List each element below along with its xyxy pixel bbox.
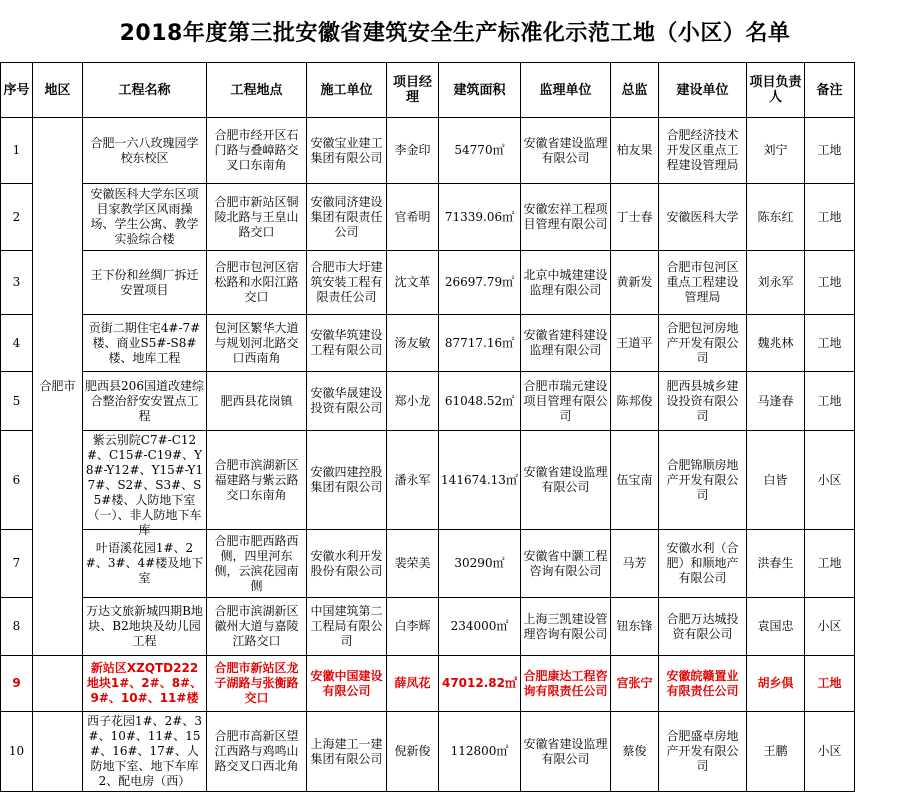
cell-supervisor-unit: 安徽省建设监理有限公司 (521, 431, 611, 530)
cell-project-name: 合肥一六八玫瑰园学校东校区 (83, 118, 207, 184)
cell-manager: 李金印 (387, 118, 439, 184)
cell-seq: 4 (1, 315, 33, 372)
cell-seq: 7 (1, 530, 33, 598)
cell-supervisor-unit: 上海三凯建设管理咨询有限公司 (521, 598, 611, 656)
cell-location: 合肥市高新区望江西路与鸡鸣山路交叉口西北角 (207, 712, 307, 792)
cell-location: 合肥市滨湖新区徽州大道与嘉陵江路交口 (207, 598, 307, 656)
cell-seq: 5 (1, 372, 33, 431)
table-row (1, 431, 855, 530)
table-row (1, 712, 855, 792)
header-chief-supervisor: 总监 (611, 63, 659, 118)
table-row (1, 118, 855, 184)
cell-project-name: 王下份和丝绸厂拆迁安置项目 (83, 251, 207, 315)
cell-project-name: 肥西县206国道改建综合整治舒安安置点工程 (83, 372, 207, 431)
cell-owner-lead: 陈东红 (747, 184, 805, 251)
cell-remark: 小区 (805, 598, 855, 656)
cell-remark: 工地 (805, 184, 855, 251)
cell-location: 肥西县花岗镇 (207, 372, 307, 431)
cell-area: 71339.06㎡ (439, 184, 521, 251)
cell-remark: 工地 (805, 251, 855, 315)
cell-manager: 薛凤花 (387, 656, 439, 712)
cell-area: 54770㎡ (439, 118, 521, 184)
table-row (1, 598, 855, 656)
cell-owner-unit: 合肥包河房地产开发有限公司 (659, 315, 747, 372)
header-owner-unit: 建设单位 (659, 63, 747, 118)
table-row (1, 530, 855, 598)
cell-chief-supervisor: 黄新发 (611, 251, 659, 315)
header-seq: 序号 (1, 63, 33, 118)
header-remark: 备注 (805, 63, 855, 118)
cell-chief-supervisor: 陈邦俊 (611, 372, 659, 431)
cell-project-name: 新站区XZQTD222地块1#、2#、8#、9#、10#、11#楼 (83, 656, 207, 712)
cell-project-name: 万达文旅新城四期B地块、B2地块及幼儿园工程 (83, 598, 207, 656)
cell-location: 包河区繁华大道与规划河北路交口西南角 (207, 315, 307, 372)
cell-contractor: 安徽华晟建设投资有限公司 (307, 372, 387, 431)
cell-owner-lead: 袁国忠 (747, 598, 805, 656)
cell-region-empty (33, 712, 83, 792)
project-list-table (0, 62, 855, 792)
cell-supervisor-unit: 安徽省中灏工程咨询有限公司 (521, 530, 611, 598)
cell-contractor: 安徽宝业建工集团有限公司 (307, 118, 387, 184)
cell-owner-unit: 安徽皖赣置业有限责任公司 (659, 656, 747, 712)
cell-area: 234000㎡ (439, 598, 521, 656)
cell-location: 合肥市滨湖新区福建路与紫云路交口东南角 (207, 431, 307, 530)
cell-chief-supervisor: 伍宝南 (611, 431, 659, 530)
cell-supervisor-unit: 安徽宏祥工程项目管理有限公司 (521, 184, 611, 251)
cell-supervisor-unit: 安徽省建设监理有限公司 (521, 118, 611, 184)
cell-chief-supervisor: 丁士春 (611, 184, 659, 251)
cell-location: 合肥市经开区石门路与叠嶂路交叉口东南角 (207, 118, 307, 184)
table-row (1, 656, 855, 712)
cell-location: 合肥市肥西路西侧，四里河东侧，云滨花园南侧 (207, 530, 307, 598)
table-row (1, 251, 855, 315)
cell-contractor: 合肥市大圩建筑安装工程有限责任公司 (307, 251, 387, 315)
cell-area: 26697.79㎡ (439, 251, 521, 315)
cell-location: 合肥市包河区宿松路和水阳江路交口 (207, 251, 307, 315)
page-title: 2018年度第三批安徽省建筑安全生产标准化示范工地（小区）名单 (119, 20, 791, 46)
cell-location: 合肥市新站区龙子湖路与张衡路交口 (207, 656, 307, 712)
cell-supervisor-unit: 安徽省建设监理有限公司 (521, 712, 611, 792)
cell-owner-unit: 合肥经济技术开发区重点工程建设管理局 (659, 118, 747, 184)
cell-owner-lead: 胡乡俱 (747, 656, 805, 712)
header-area: 建筑面积 (439, 63, 521, 118)
cell-contractor: 安徽水利开发股份有限公司 (307, 530, 387, 598)
cell-supervisor-unit: 合肥市瑞元建设项目管理有限公司 (521, 372, 611, 431)
cell-region-empty (33, 656, 83, 712)
cell-project-name: 紫云别院C7#-C12#、C15#-C19#、Y8#-Y12#、Y15#-Y17#、S2#、S3#、S5#楼、人防地下室（一）、非人防地下车库 (83, 431, 207, 530)
cell-contractor: 上海建工一建集团有限公司 (307, 712, 387, 792)
cell-area: 61048.52㎡ (439, 372, 521, 431)
cell-chief-supervisor: 蔡俊 (611, 712, 659, 792)
cell-owner-lead: 白皆 (747, 431, 805, 530)
cell-area: 112800㎡ (439, 712, 521, 792)
cell-manager: 裴荣美 (387, 530, 439, 598)
cell-chief-supervisor: 钮东锋 (611, 598, 659, 656)
cell-area: 30290㎡ (439, 530, 521, 598)
cell-seq: 6 (1, 431, 33, 530)
cell-owner-unit: 合肥锦顺房地产开发有限公司 (659, 431, 747, 530)
cell-manager: 倪新俊 (387, 712, 439, 792)
cell-remark: 工地 (805, 372, 855, 431)
cell-owner-unit: 安徽水利（合肥）和顺地产有限公司 (659, 530, 747, 598)
cell-contractor: 安徽四建控股集团有限公司 (307, 431, 387, 530)
header-location: 工程地点 (207, 63, 307, 118)
cell-seq: 1 (1, 118, 33, 184)
cell-seq: 2 (1, 184, 33, 251)
cell-owner-lead: 马逢春 (747, 372, 805, 431)
cell-supervisor-unit: 安徽省建科建设监理有限公司 (521, 315, 611, 372)
cell-remark: 工地 (805, 315, 855, 372)
cell-contractor: 安徽中国建设有限公司 (307, 656, 387, 712)
cell-project-name: 叶语溪花园1#、2#、3#、4#楼及地下室 (83, 530, 207, 598)
cell-remark: 小区 (805, 431, 855, 530)
header-row (1, 63, 855, 118)
cell-manager: 白李辉 (387, 598, 439, 656)
header-contractor: 施工单位 (307, 63, 387, 118)
cell-remark: 小区 (805, 712, 855, 792)
cell-project-name: 西子花园1#、2#、3#、10#、11#、15#、16#、17#、人防地下室、地下车库2、配电房（西） (83, 712, 207, 792)
cell-remark: 工地 (805, 118, 855, 184)
cell-seq: 8 (1, 598, 33, 656)
cell-supervisor-unit: 北京中城建建设监理有限公司 (521, 251, 611, 315)
cell-owner-unit: 安徽医科大学 (659, 184, 747, 251)
cell-chief-supervisor: 柏友果 (611, 118, 659, 184)
table-row (1, 315, 855, 372)
header-owner-lead: 项目负责人 (747, 63, 805, 118)
table-row (1, 184, 855, 251)
cell-contractor: 安徽华筑建设工程有限公司 (307, 315, 387, 372)
cell-remark: 工地 (805, 530, 855, 598)
cell-seq: 10 (1, 712, 33, 792)
cell-area: 141674.13㎡ (439, 431, 521, 530)
cell-contractor: 安徽同济建设集团有限责任公司 (307, 184, 387, 251)
cell-chief-supervisor: 宫张宁 (611, 656, 659, 712)
cell-contractor: 中国建筑第二工程局有限公司 (307, 598, 387, 656)
cell-manager: 郑小龙 (387, 372, 439, 431)
cell-owner-unit: 合肥万达城投资有限公司 (659, 598, 747, 656)
cell-manager: 沈文革 (387, 251, 439, 315)
cell-project-name: 贡街二期住宅4#-7#楼、商业S5#-S8#楼、地库工程 (83, 315, 207, 372)
cell-owner-unit: 合肥盛卓房地产开发有限公司 (659, 712, 747, 792)
cell-project-name: 安徽医科大学东区项目家教学区风雨操场、学生公寓、教学实验综合楼 (83, 184, 207, 251)
cell-owner-unit: 合肥市包河区重点工程建设管理局 (659, 251, 747, 315)
cell-owner-lead: 魏兆林 (747, 315, 805, 372)
cell-seq: 3 (1, 251, 33, 315)
cell-owner-lead: 王鹏 (747, 712, 805, 792)
cell-manager: 汤友敏 (387, 315, 439, 372)
cell-remark: 工地 (805, 656, 855, 712)
cell-manager: 官希明 (387, 184, 439, 251)
header-project-name: 工程名称 (83, 63, 207, 118)
cell-owner-lead: 洪春生 (747, 530, 805, 598)
table-row (1, 372, 855, 431)
cell-chief-supervisor: 王道平 (611, 315, 659, 372)
cell-manager: 潘永军 (387, 431, 439, 530)
cell-owner-lead: 刘宁 (747, 118, 805, 184)
cell-area: 87717.16㎡ (439, 315, 521, 372)
cell-region: 合肥市 (33, 118, 83, 656)
header-supervisor-unit: 监理单位 (521, 63, 611, 118)
cell-chief-supervisor: 马芳 (611, 530, 659, 598)
cell-area: 47012.82㎡ (439, 656, 521, 712)
header-manager: 项目经理 (387, 63, 439, 118)
cell-supervisor-unit: 合肥康达工程咨询有限责任公司 (521, 656, 611, 712)
cell-location: 合肥市新站区铜陵北路与王皇山路交口 (207, 184, 307, 251)
cell-owner-unit: 肥西县城乡建设投资有限公司 (659, 372, 747, 431)
cell-seq: 9 (1, 656, 33, 712)
cell-owner-lead: 刘永军 (747, 251, 805, 315)
header-region: 地区 (33, 63, 83, 118)
